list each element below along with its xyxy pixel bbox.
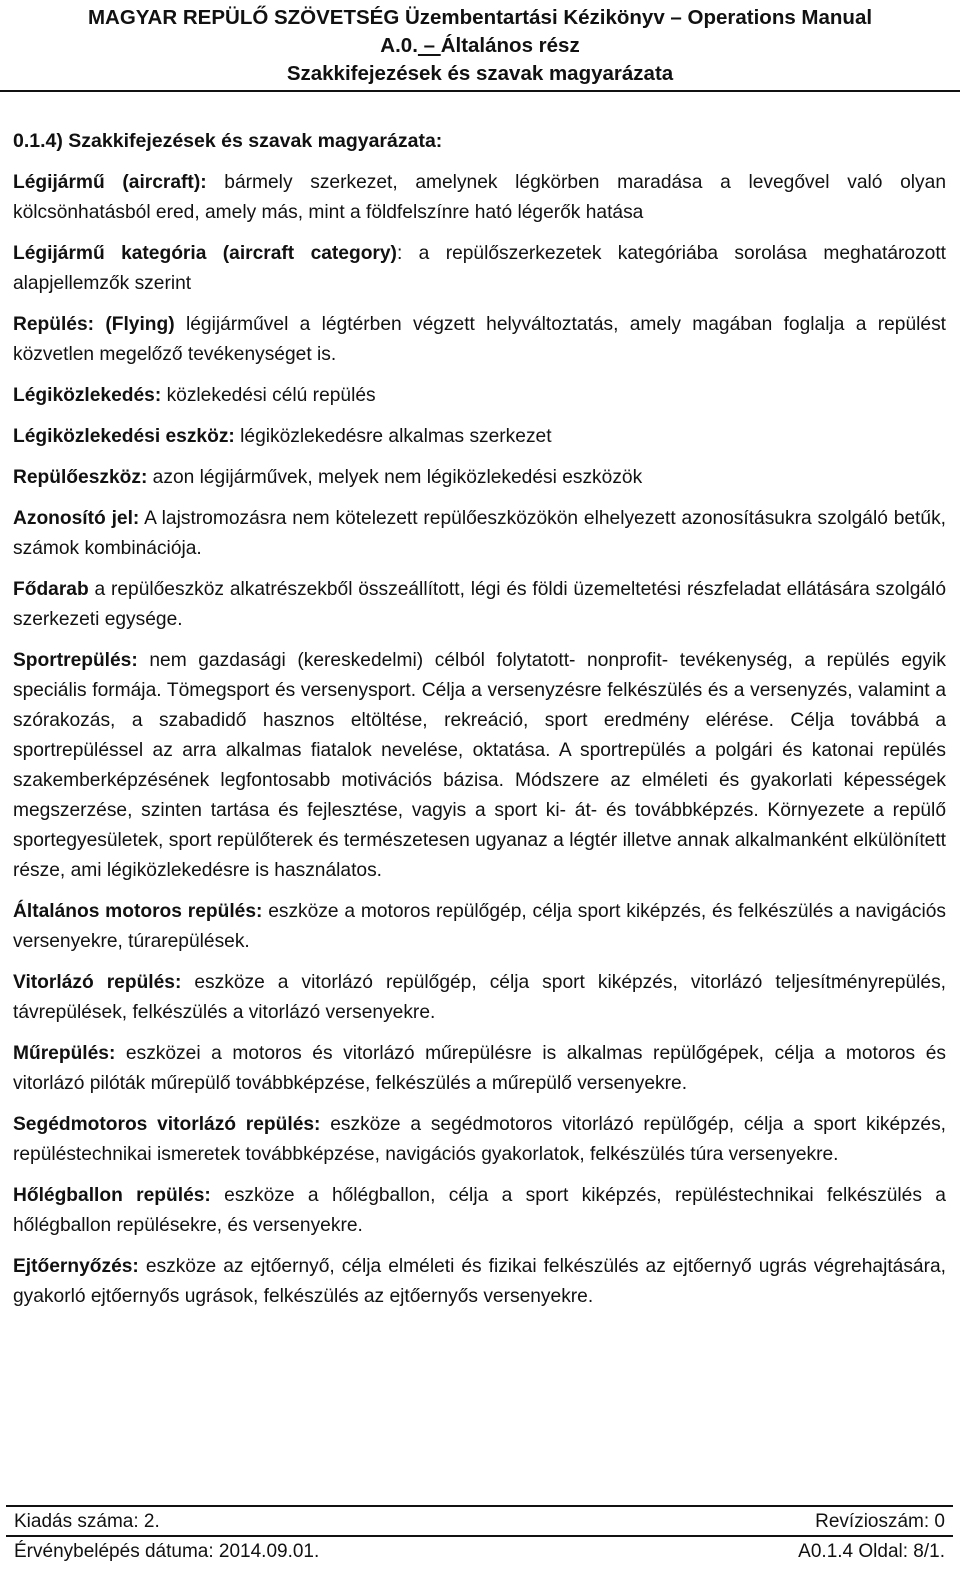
- header-divider: [0, 90, 960, 92]
- page-header: [0, 4, 960, 88]
- term: Fődarab: [13, 579, 89, 600]
- header-section: Szakkifejezések és szavak magyarázata: [286, 62, 674, 85]
- definition-text: azon légijárművek, melyek nem légiközlekedési eszközök: [147, 467, 643, 488]
- header-chapter-code: A.0.: [380, 34, 418, 57]
- definition-air-transport: [13, 381, 946, 411]
- definition-text: légijárművel a légtérben végzett helyváltoztatás, amely magában foglalja a repülést közvetlen megelőző tevékenységet is.: [13, 314, 946, 365]
- term: Légijármű (aircraft):: [13, 172, 207, 193]
- definition-text: : a repülőszerkezetek kategóriába sorolása meghatározott alapjellemzők szerint: [13, 243, 946, 294]
- definition-text: bármely szerkezet, amelynek légkörben maradása a levegővel való olyan kölcsönhatásból ered, amely más, mint a földfelszínre ható légerők hatása: [13, 172, 946, 223]
- definition-text: eszköze a vitorlázó repülőgép, célja sport kiképzés, vitorlázó teljesítményrepülés, távrepülések, felkészülés a vitorlázó versenyekre.: [13, 972, 946, 1023]
- footer-table: [6, 1505, 953, 1565]
- term: Légiközlekedés:: [13, 385, 162, 406]
- issue-number: Kiadás száma: 2.: [6, 1506, 634, 1536]
- term: Segédmotoros vitorlázó repülés:: [13, 1114, 321, 1135]
- term: Hőlégballon repülés:: [13, 1185, 211, 1206]
- definition-text: eszköze a motoros repülőgép, célja sport kiképzés, és felkészülés a navigációs versenyekre, túrarepülések.: [13, 901, 947, 952]
- definition-identification-mark: [13, 504, 946, 564]
- header-title: MAGYAR REPÜLŐ SZÖVETSÉG Üzembentartási Kézikönyv – Operations Manual: [87, 6, 873, 29]
- section-title: 0.1.4) Szakkifejezések és szavak magyarázata:: [13, 130, 443, 152]
- header-chapter: [0, 32, 960, 60]
- page-number: A0.1.4 Oldal: 8/1.: [634, 1536, 953, 1565]
- header-chapter-name: Általános rész: [440, 34, 580, 57]
- term: Azonosító jel:: [13, 508, 140, 529]
- definition-text: nem gazdasági (kereskedelmi) célból folytatott- nonprofit- tevékenység, a repülés egyik speciális formája. Tömegsport és versenysport. Célja a versenyzésre felkészülés és a versenyzés, valamint a szórakozás, a szabadidő hasznos eltöltése, rekreáció, sport eredmény elérése. Célja továbbá a sportrepüléssel az arra alkalmas fiatalok nevelése, oktatása. A sportrepülés a polgári és katonai repülés szakemberképzésének legfontosabb motivációs bázisa. Módszere az elméleti és gyakorlati képességek megszerzése, szinten tartása és fejlesztése, vagyis a sport ki- át- és továbbképzés. Környezete a repülő sportegyesületek, sport repülőterek és természetesen ugyanaz a légtér illetve annak alkalmanként elkülönített része, ami légiközlekedésre is használatos.: [13, 650, 946, 881]
- header-chapter-dash: –: [417, 34, 441, 57]
- term: Légijármű kategória (aircraft category): [13, 243, 397, 264]
- definition-text: légiközlekedésre alkalmas szerkezet: [234, 426, 552, 447]
- definition-motor-glider: [13, 1110, 946, 1170]
- term: Ejtőernyőzés:: [13, 1256, 139, 1277]
- definition-flying-device: [13, 463, 946, 493]
- effective-date: Érvénybelépés dátuma: 2014.09.01.: [6, 1536, 634, 1565]
- definition-sport-aviation: [13, 646, 946, 886]
- document-body: [13, 126, 946, 1323]
- definition-parachuting: [13, 1252, 946, 1312]
- definition-flying: [13, 310, 946, 370]
- term: Vitorlázó repülés:: [13, 972, 182, 993]
- definition-text: közlekedési célú repülés: [161, 385, 376, 406]
- term: Légiközlekedési eszköz:: [13, 426, 235, 447]
- definition-text: eszköze a hőlégballon, célja a sport kiképzés, repüléstechnikai felkészülés a hőlégballon repülésekre, és versenyekre.: [13, 1185, 946, 1236]
- definition-text: A lajstromozásra nem kötelezett repülőeszközökön elhelyezett azonosításukra szolgáló betűk, számok kombinációja.: [13, 508, 946, 559]
- definition-aerobatics: [13, 1039, 946, 1099]
- term: Általános motoros repülés:: [13, 901, 263, 922]
- definition-aircraft: [13, 168, 946, 228]
- term: Sportrepülés:: [13, 650, 138, 671]
- definition-text: a repülőeszköz alkatrészekből összeállított, légi és földi üzemeltetési részfeladat ellátására szolgáló szerkezeti egysége.: [13, 579, 946, 630]
- revision-number: Revízioszám: 0: [634, 1506, 953, 1536]
- definition-general-motor-flying: [13, 897, 946, 957]
- definition-gliding: [13, 968, 946, 1028]
- term: Műrepülés:: [13, 1043, 116, 1064]
- definition-aircraft-category: [13, 239, 946, 299]
- term: Repülőeszköz:: [13, 467, 148, 488]
- definition-air-transport-vehicle: [13, 422, 946, 452]
- definition-text: eszközei a motoros és vitorlázó műrepülésre is alkalmas repülőgépek, célja a motoros és vitorlázó pilóták műrepülő továbbképzése, felkészülés a műrepülő versenyekre.: [13, 1043, 946, 1094]
- page-footer: [0, 1505, 960, 1567]
- definition-main-part: [13, 575, 946, 635]
- term: Repülés: (Flying): [13, 314, 175, 335]
- definition-hot-air-balloon: [13, 1181, 946, 1241]
- definition-text: eszköze a segédmotoros vitorlázó repülőgép, célja a sport kiképzés, repüléstechnikai ismeretek továbbképzése, navigációs gyakorlatok, felkészülés túra versenyekre.: [13, 1114, 947, 1165]
- definition-text: eszköze az ejtőernyő, célja elméleti és fizikai felkészülés az ejtőernyő ugrás végrehajtására, gyakorló ejtőernyős ugrások, felkészülés az ejtőernyős versenyekre.: [13, 1256, 946, 1307]
